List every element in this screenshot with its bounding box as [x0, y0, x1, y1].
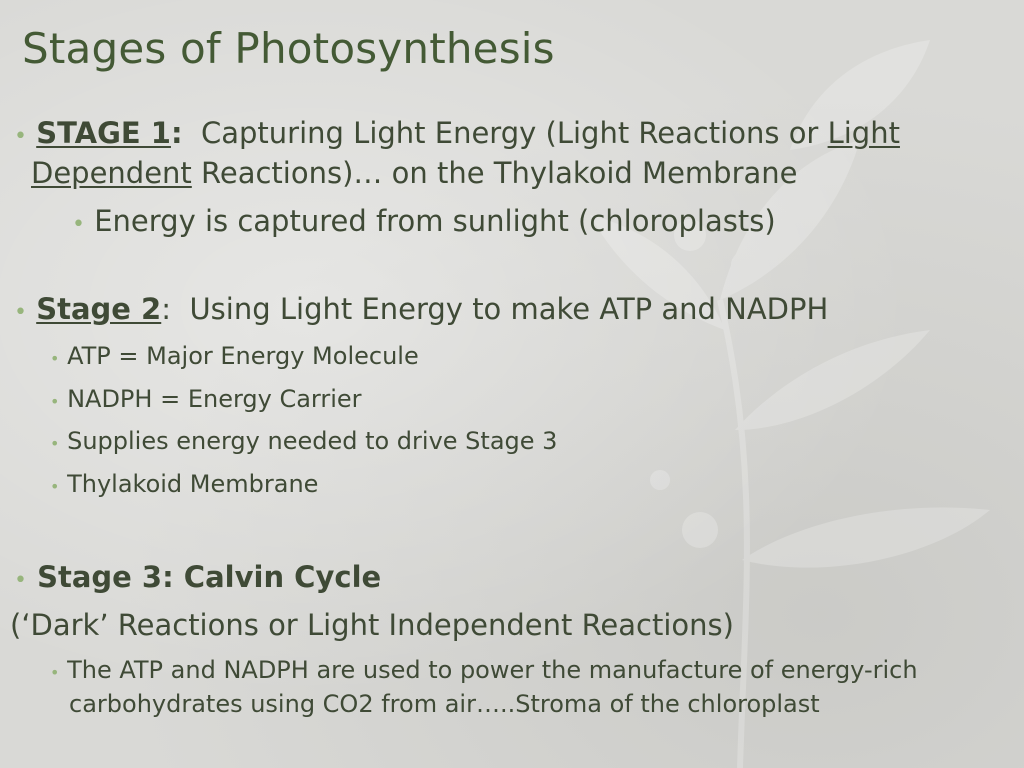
- bullet-icon: •: [50, 392, 60, 411]
- stage1-label: STAGE 1: [36, 116, 171, 150]
- stage1-bullet: [14, 116, 900, 150]
- bullet-icon: •: [72, 212, 85, 237]
- stage2-colon: :: [161, 292, 172, 326]
- bullet-icon: •: [14, 124, 27, 149]
- stage2-text: Using Light Energy to make ATP and NADPH: [189, 292, 829, 326]
- stage2-sub-bullet: [50, 470, 318, 498]
- bullet-icon: •: [50, 434, 60, 453]
- stage2-sub-text: NADPH = Energy Carrier: [67, 385, 362, 413]
- bullet-icon: •: [50, 663, 60, 682]
- stage1-sub-bullet: [72, 204, 776, 238]
- stage3-sub-bullet: [50, 656, 918, 684]
- bullet-icon: •: [50, 477, 60, 496]
- stage3-sub-text-line1: The ATP and NADPH are used to power the manufacture of energy-rich: [67, 656, 918, 684]
- stage2-bullet: [14, 292, 828, 326]
- stage1-colon: :: [170, 116, 183, 150]
- slide-title: Stages of Photosynthesis: [22, 24, 555, 73]
- stage3-sub-continuation: carbohydrates using CO2 from air…..Stroma of the chloroplast: [69, 690, 820, 718]
- stage1-text-line2: Reactions)… on the Thylakoid Membrane: [191, 156, 798, 190]
- stage2-sub-text: Thylakoid Membrane: [67, 470, 319, 498]
- bullet-icon: •: [14, 300, 27, 325]
- stage1-text: Capturing Light Energy (Light Reactions or: [201, 116, 828, 150]
- stage3-label: Stage 3: Calvin Cycle: [37, 560, 382, 594]
- stage2-sub-bullet: [50, 385, 362, 413]
- stage2-label: Stage 2: [36, 292, 162, 326]
- stage1-light-word: Light: [827, 116, 900, 150]
- stage1-continuation: [31, 156, 798, 190]
- stage1-dependent-word: Dependent: [31, 156, 192, 190]
- stage2-sub-bullet: [50, 427, 557, 455]
- stage2-sub-text: Supplies energy needed to drive Stage 3: [67, 427, 558, 455]
- stage2-sub-bullet: [50, 342, 419, 370]
- stage3-subtitle: (‘Dark’ Reactions or Light Independent Reactions): [10, 608, 734, 642]
- bullet-icon: •: [14, 568, 27, 593]
- bullet-icon: •: [50, 349, 60, 368]
- stage2-sub-text: ATP = Major Energy Molecule: [67, 342, 419, 370]
- stage3-bullet: [14, 560, 381, 594]
- stage1-sub-text: Energy is captured from sunlight (chloroplasts): [94, 204, 776, 238]
